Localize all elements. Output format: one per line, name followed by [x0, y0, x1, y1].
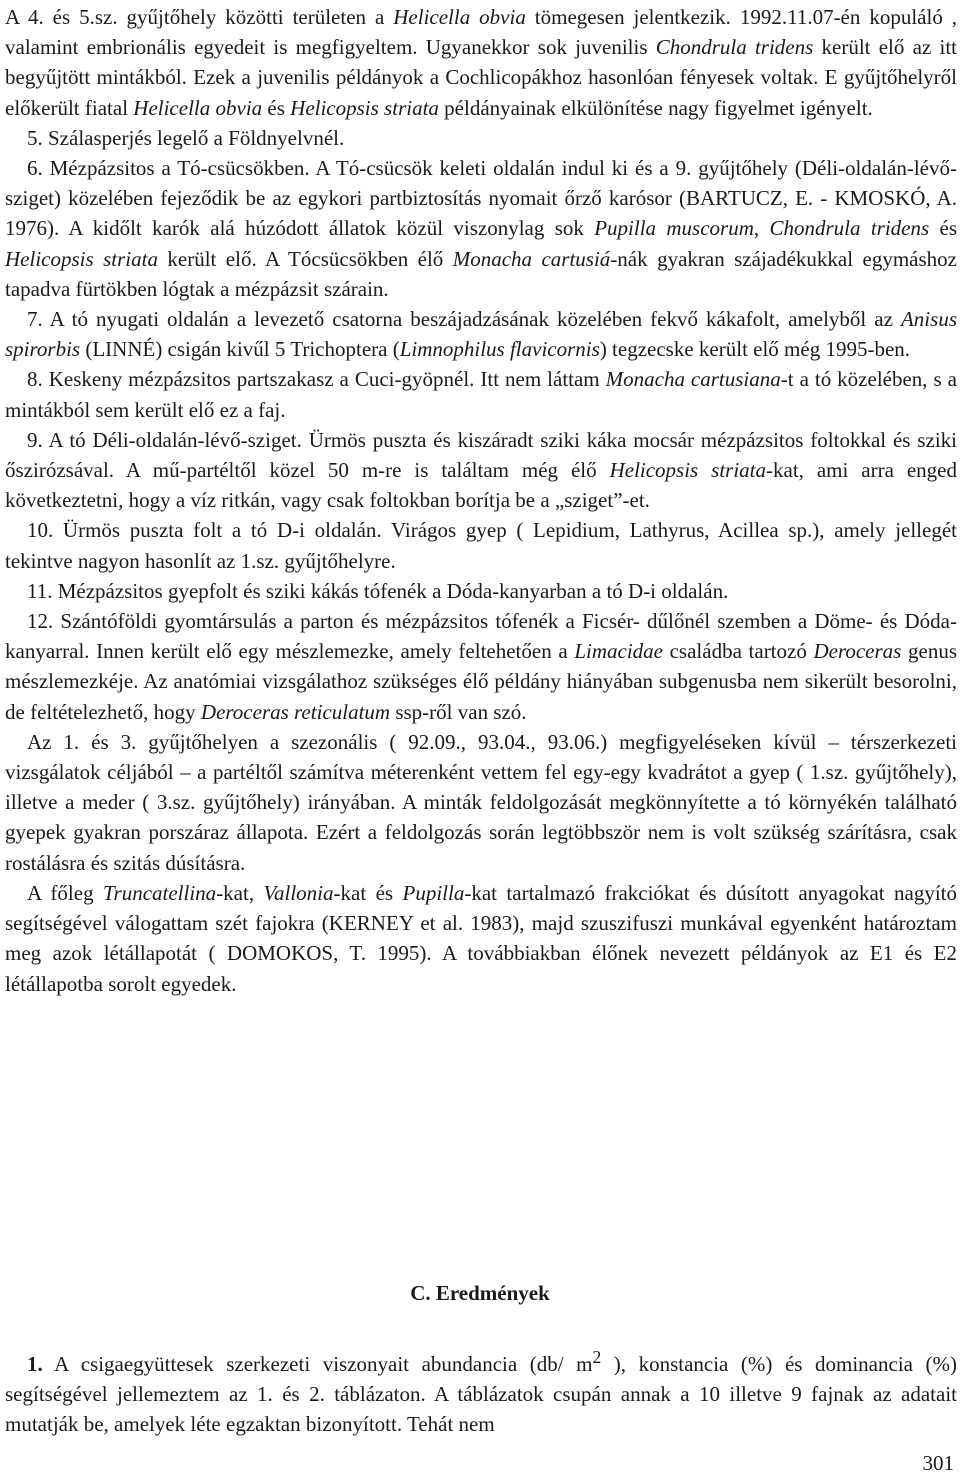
text-run: 5. Szálasperjés legelő a Földnyelvnél.: [27, 125, 345, 150]
body-paragraph: [5, 123, 957, 153]
italic-taxon-name: Helicopsis striata: [5, 246, 158, 271]
text-run: -t a tó közelében, s a mintákból sem került elő ez a faj.: [5, 367, 958, 422]
text-run: 9. A tó Déli-oldalán-lévő-sziget. Ürmös puszta és kiszáradt sziki káka mocsár mézpázsitos foltokkal és sziki őszirózsával. A mű-partéltől közel 50 m-re is találtam még élő: [5, 427, 957, 483]
superscript: 2: [592, 1347, 602, 1367]
italic-taxon-name: Chondrula tridens: [769, 216, 930, 241]
text-run: ,: [753, 216, 770, 241]
text-run: 12. Szántóföldi gyomtársulás a parton és mézpázsitos tófenék a Ficsér- dűlőnél szemben a Döme- és Dóda-kanyarral. Innen került elő egy mészlemezke, amely feltehetően a: [5, 609, 957, 664]
text-run: és: [262, 95, 291, 120]
italic-taxon-name: Pupilla muscorum: [594, 216, 754, 241]
italic-taxon-name: Deroceras reticulatum: [200, 699, 391, 724]
page-number: 301: [922, 1451, 954, 1475]
text-run: 7. A tó nyugati oldalán a levezető csatorna beszájadzásának közelében fekvő kákafolt, amelyből az: [27, 307, 901, 332]
text-run: ) tegzecske került elő még 1995-ben.: [599, 337, 911, 362]
italic-taxon-name: Limacidae: [574, 639, 663, 664]
text-run: példányainak elkülönítése nagy figyelmet igényelt.: [438, 95, 873, 120]
text-run: A 4. és 5.sz. gyűjtőhely közötti területen a: [5, 5, 394, 29]
results-section: [5, 1342, 957, 1440]
text-run: 8. Keskeny mézpázsitos partszakasz a Cuci-gyöpnél. Itt nem láttam: [27, 367, 606, 392]
body-paragraph: [5, 304, 957, 364]
text-run: Az 1. és 3. gyűjtőhelyen a szezonális ( 92.09., 93.04., 93.06.) megfigyeléseken kívül – térszerkezeti vizsgálatok céljából – a partéltől számítva méterenként vettem fel egy-egy kvadrátot a gyep ( 1.sz. gyűjtőhely), illetve a meder ( 3.sz. gyűjtőhely) irányában. A minták feldolgozását megkönnyítette a tó környékén található gyepek gyakran porszáraz állapota. Ezért a feldolgozás során legtöbbször nem is volt szükség szárításra, csak rostálásra és szitás dúsításra.: [5, 729, 957, 875]
italic-taxon-name: Helicopsis striata: [609, 458, 767, 483]
italic-taxon-name: Deroceras: [813, 639, 902, 664]
text-run: és: [929, 216, 957, 241]
results-text-start: A csigaegyüttesek szerkezeti viszonyait abundancia (db/ m: [42, 1352, 593, 1376]
body-paragraph: [5, 878, 957, 999]
text-run: (LINNÉ) csigán kivűl 5 Trichoptera (: [80, 337, 400, 362]
body-paragraph: [5, 425, 957, 516]
text-run: -kat, ami arra enged következtetni, hogy a víz ritkán, vagy csak foltokban borítja be a „sziget”-et.: [5, 458, 957, 513]
text-run: került elő az itt begyűjtött mintákból. Ezek a juvenilis példányok a Cochlicopákhoz hasonlóan fényesek voltak. E gyűjtőhelyről előkerült fiatal: [5, 35, 957, 120]
text-run: ssp-ről van szó.: [390, 699, 527, 724]
body-text: [5, 2, 957, 999]
text-run: családba tartozó: [662, 639, 814, 664]
body-paragraph: [5, 576, 957, 606]
italic-taxon-name: Limnophilus flavicornis: [399, 337, 600, 362]
text-run: tömegesen jelentkezik. 1992.11.07-én kopuláló , valamint embrionális egyedeit is megfigyeltem. Ugyanekkor sok juvenilis: [5, 5, 958, 60]
italic-taxon-name: Helicella obvia: [133, 95, 263, 120]
body-paragraph: [5, 727, 957, 878]
italic-taxon-name: Anisus spirorbis: [5, 307, 957, 362]
italic-taxon-name: Monacha cartusiá: [452, 246, 611, 271]
body-paragraph: [5, 364, 957, 424]
body-paragraph: [5, 515, 957, 575]
text-run: -nák gyakran szájadékukkal egymáshoz tapadva fürtökben lógtak a mézpázsit szárain.: [5, 246, 957, 301]
section-heading: C. Eredmények: [410, 1281, 550, 1305]
italic-taxon-name: Helicella obvia: [393, 5, 526, 29]
text-run: került elő. A Tócsücsökben élő: [157, 246, 453, 271]
italic-taxon-name: Chondrula tridens: [655, 35, 814, 60]
italic-taxon-name: Helicopsis striata: [290, 95, 439, 120]
text-run: 10. Ürmös puszta folt a tó D-i oldalán. Virágos gyep ( Lepidium, Lathyrus, Acillea sp.), amely jellegét tekintve nagyon hasonlít az 1.sz. gyűjtőhelyre.: [5, 518, 957, 573]
text-run: -kat,: [216, 880, 264, 905]
text-run: -kat tartalmazó frakciókat és dúsított anyagokat nagyító segítségével válogattam szét fajokra (KERNEY et al. 1983), majd szuszifuszi munkával egyenként határoztam meg azok létállapotát ( DOMOKOS, T. 1995). A továbbiakban élőnek nevezett példányok az E1 és E2 létállapotba sorolt egyedek.: [5, 880, 958, 996]
italic-taxon-name: Monacha cartusiana: [605, 367, 781, 392]
body-paragraph: [5, 606, 957, 727]
text-run: A főleg: [27, 880, 103, 905]
results-item-number: 1.: [27, 1352, 43, 1376]
results-paragraph: [5, 1342, 957, 1440]
body-paragraph: [5, 153, 957, 304]
text-run: 6. Mézpázsitos a Tó-csücsökben. A Tó-csücsök keleti oldalán indul ki és a 9. gyűjtőhely (Déli-oldalán-lévő-sziget) közelében fejeződik be az egykori partbiztosítás nyomait őrző karósor (BARTUCZ, E. - KMOSKÓ, A. 1976). A kidőlt karók alá húzódott állatok közül viszonylag sok: [5, 156, 957, 241]
body-paragraph: [5, 2, 957, 123]
italic-taxon-name: Pupilla: [402, 880, 465, 905]
text-run: genus mészlemezkéje. Az anatómiai vizsgálathoz szükséges élő példány hiányában subgenusba nem sikerült besorolni, de feltételezhető, hogy: [5, 639, 957, 724]
text-run: 11. Mézpázsitos gyepfolt és sziki kákás tófenék a Dóda-kanyarban a tó D-i oldalán.: [27, 578, 729, 603]
results-text-end: ), konstancia (%) és dominancia (%) segítségével jellemeztem az 1. és 2. táblázaton. A táblázatok csupán annak a 10 illetve 9 fajnak az adatait mutatják be, amelyek léte egzaktan bizonyított. Tehát nem: [5, 1352, 958, 1437]
italic-taxon-name: Vallonia: [263, 880, 334, 905]
text-run: -kat és: [333, 880, 403, 905]
italic-taxon-name: Truncatellina: [103, 880, 217, 905]
